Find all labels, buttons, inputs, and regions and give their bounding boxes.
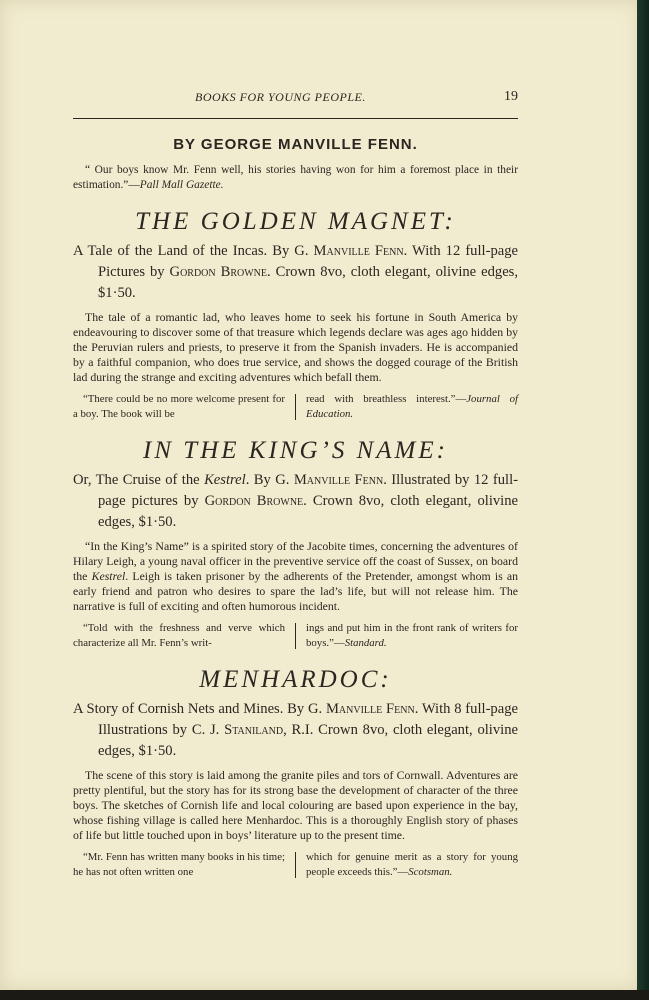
subtitle-author: Manville Fenn [325, 701, 415, 717]
review-divider [295, 852, 296, 878]
book-subtitle-golden-magnet [73, 241, 518, 304]
subtitle-text: A Tale of the Land of the Incas. By G. [73, 243, 314, 259]
subtitle-author: Manville Fenn [313, 243, 404, 259]
description-text: “In the King’s Name” is a spirited story of the Jacobite times, concerning the adventures of Hilary Leigh, a young naval officer in the preventive service off the coast of Sussex, on board the [73, 539, 518, 583]
book-description-golden-magnet: The tale of a romantic lad, who leaves home to seek his fortune in South America by endeavouring to discover some of that treasure which legends declare was ages ago hidden by the Peruvian rulers and priests, to preserve it from the Spanish invaders. He is accompanied by a faithful companion, who does true service, and shows the dogged courage of the British lad during the strange and exciting adventures which befall them. [73, 310, 518, 384]
page-number: 19 [504, 89, 518, 104]
page-content [73, 90, 518, 880]
review-source: Standard. [344, 637, 387, 649]
author-heading: BY GEORGE MANVILLE FENN. [173, 136, 418, 153]
review-divider [295, 394, 296, 420]
review-divider [295, 623, 296, 649]
subtitle-text: . Crown 8vo, cloth elegant, olivine edges, $1·50. [98, 493, 518, 530]
review-left-column: “There could be no more welcome present for a boy. The book will be [73, 393, 285, 420]
epigraph-source: Pall Mall Gazette. [139, 179, 224, 191]
review-menhardoc [73, 850, 518, 880]
book-subtitle-menhardoc [73, 699, 518, 762]
review-right-column [306, 392, 518, 422]
page-bottom-edge [0, 990, 649, 1000]
subtitle-illustrator: Gordon Browne [204, 493, 304, 509]
author-epigraph [73, 163, 518, 193]
book-subtitle-kings-name [73, 470, 518, 533]
subtitle-text: . With 8 full-page Illustrations by C. J. [98, 701, 518, 738]
book-title-kings-name: IN THE KING’S NAME: [143, 437, 448, 464]
book-title-menhardoc: MENHARDOC: [199, 666, 392, 693]
header-rule [73, 118, 518, 119]
review-text: read with breathless interest.”— [306, 393, 467, 405]
review-right-column [306, 850, 518, 880]
running-title: BOOKS FOR YOUNG PEOPLE. [195, 90, 366, 104]
book-description-menhardoc: The scene of this story is laid among the granite piles and tors of Cornwall. Adventures are pretty plentiful, but the story has for its strong base the development of character of the three boys. The sketches of Cornish life and local colouring are based upon experience in the bay, whose fishing village is called here Menhardoc. This is a thoroughly English story of phases of life but little touched upon in boys’ literature up to the present time. [73, 768, 518, 842]
subtitle-text: Or, The Cruise of the [73, 472, 205, 488]
review-text: ings and put him in the front rank of writers for boys.”— [306, 622, 518, 649]
review-left-column: “Told with the freshness and verve which characterize all Mr. Fenn’s writ- [73, 622, 285, 649]
review-left-column: “Mr. Fenn has written many books in his time; he has not often written one [73, 851, 285, 878]
subtitle-text: . By G. [245, 472, 294, 488]
subtitle-illustrator: Staniland [224, 722, 284, 738]
book-binding-edge [637, 0, 649, 1000]
review-kings-name [73, 621, 518, 651]
subtitle-text: . Illustrated by 12 full-page pictures by [98, 472, 518, 509]
description-ship-name: Kestrel [91, 569, 126, 583]
book-title-golden-magnet: THE GOLDEN MAGNET: [135, 208, 456, 235]
review-source: Journal of Education. [306, 393, 518, 420]
running-head [73, 90, 518, 110]
subtitle-text: A Story of Cornish Nets and Mines. By G. [73, 701, 326, 717]
subtitle-text: . Crown 8vo, cloth elegant, olivine edges, $1·50. [98, 264, 518, 301]
subtitle-ship-name: Kestrel [204, 472, 246, 488]
review-text: which for genuine merit as a story for young people exceeds this.”— [306, 851, 518, 878]
epigraph-text: “ Our boys know Mr. Fenn well, his stories having won for him a foremost place in their estimation.”— [73, 164, 518, 191]
book-description-kings-name [73, 539, 518, 614]
review-golden-magnet [73, 392, 518, 422]
subtitle-illustrator: Gordon Browne [169, 264, 267, 280]
subtitle-author: Manville Fenn [293, 472, 384, 488]
review-source: Scotsman. [408, 866, 453, 878]
subtitle-text: . With 12 full-page Pictures by [98, 243, 518, 280]
description-text: . Leigh is taken prisoner by the adherents of the Pretender, amongst whom is an early friend and patron who desires to spare the lad’s life, but will not release him. The narrative is full of exciting and often humorous incident. [73, 569, 518, 613]
review-right-column [306, 621, 518, 651]
subtitle-text: , R.I. Crown 8vo, cloth elegant, olivine edges, $1·50. [98, 722, 518, 759]
